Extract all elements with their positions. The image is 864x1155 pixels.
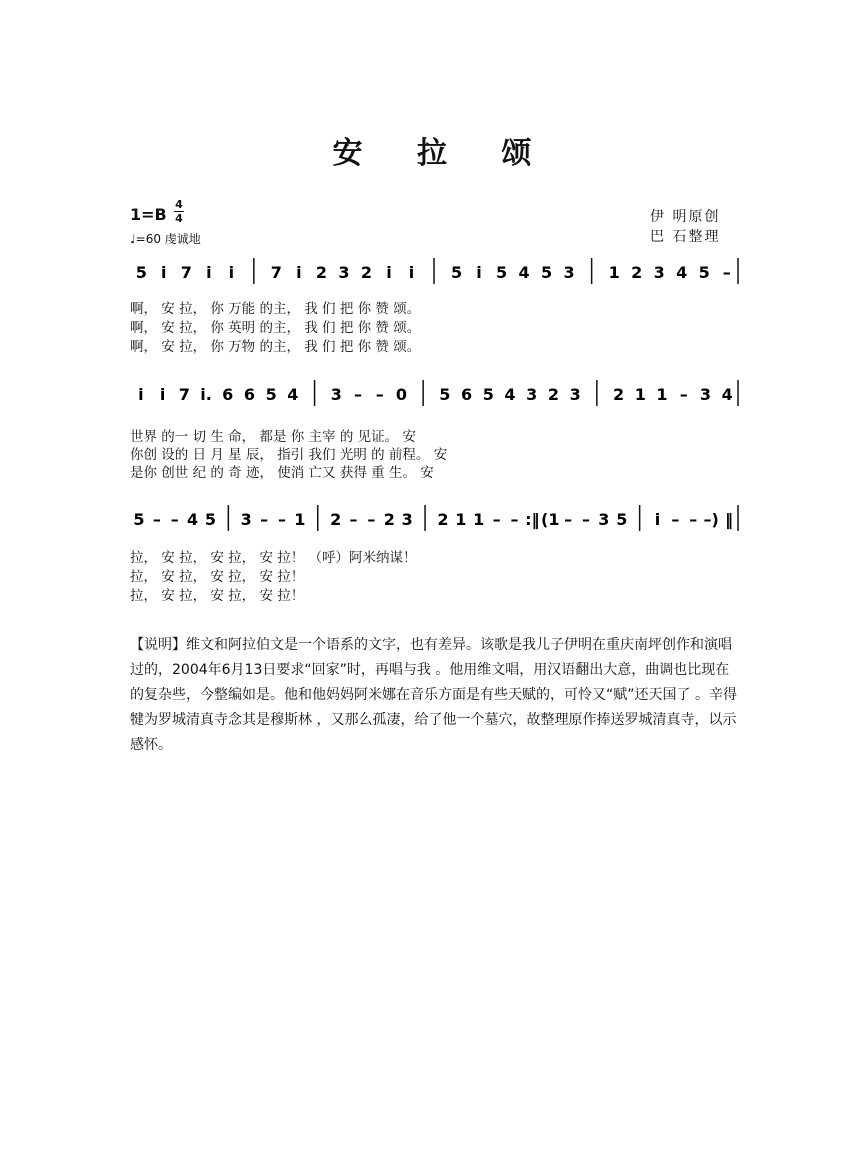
note: 5 xyxy=(439,385,451,404)
note: 3 xyxy=(699,385,711,404)
note: i xyxy=(228,263,235,282)
note: – xyxy=(375,385,384,404)
note: 7 xyxy=(180,263,192,282)
note: – xyxy=(582,510,590,529)
note: – xyxy=(564,510,573,529)
note: 5 xyxy=(495,263,508,282)
note: 3 xyxy=(653,263,665,282)
note: 1 xyxy=(455,510,467,529)
note: 3 xyxy=(240,510,252,529)
note: 5 xyxy=(265,385,277,404)
note: 5 xyxy=(698,263,710,282)
note: i. xyxy=(200,385,212,404)
note: 5 xyxy=(133,510,145,529)
time-sig-top: 4 xyxy=(175,198,183,211)
note: 5 xyxy=(541,263,553,282)
note: 2 xyxy=(631,263,643,282)
note: – xyxy=(367,510,376,529)
note: 6 xyxy=(222,385,234,404)
note: 3 xyxy=(563,263,575,282)
note: 5 xyxy=(450,263,463,282)
lyric-line: 啊， 安 拉， 你 万物 的主， 我 们 把 你 赞 颂。 xyxy=(130,339,421,355)
lyric-line: 啊， 安 拉， 你 万能 的主， 我 们 把 你 赞 颂。 xyxy=(130,301,421,317)
note: – xyxy=(492,510,501,529)
note: 5 xyxy=(482,385,494,404)
note: 2 xyxy=(315,263,327,282)
note: – xyxy=(354,385,362,404)
note: 3 xyxy=(330,385,342,404)
note: 2 xyxy=(547,385,559,404)
note: – xyxy=(671,510,680,529)
note: 3 xyxy=(569,385,581,404)
note: 2 xyxy=(613,385,625,404)
note: 2 xyxy=(360,263,373,282)
lyric-line: 你创 设的 日 月 星 辰， 指引 我们 光明 的 前程。 安 xyxy=(130,447,448,463)
note: 3 xyxy=(338,263,350,282)
title-char: 拉 xyxy=(417,136,447,171)
note: i xyxy=(138,385,144,404)
credit-arranger: 巴 石整理 xyxy=(650,229,721,245)
note: i xyxy=(296,263,302,282)
note: i xyxy=(408,263,415,282)
lyric-line: 拉， 安 拉， 安 拉， 安 拉！ xyxy=(130,569,305,585)
note: 3 xyxy=(598,510,610,529)
note: – xyxy=(679,385,688,404)
note: i xyxy=(206,263,212,282)
note: 1 xyxy=(656,385,668,404)
note: 4 xyxy=(721,385,733,404)
note: i xyxy=(654,510,661,529)
note: 2 xyxy=(437,510,449,529)
note: – xyxy=(689,510,698,529)
note: 4 xyxy=(518,263,530,282)
note: 5 xyxy=(616,510,628,529)
note: 7 xyxy=(178,385,190,404)
lyric-line: 拉， 安 拉， 安 拉， 安 拉！ （呼）阿米纳谋！ xyxy=(130,550,417,566)
note: – xyxy=(170,510,179,529)
note: i xyxy=(161,263,167,282)
note: ‖ xyxy=(725,510,734,529)
time-sig-bottom: 4 xyxy=(175,212,183,225)
lyric-line: 世界 的一 切 生 命， 都是 你 主宰 的 见证。 安 xyxy=(130,429,416,445)
note: – xyxy=(510,510,519,529)
note: i xyxy=(476,263,482,282)
note: 2 xyxy=(383,510,395,529)
note: 3 xyxy=(526,385,538,404)
note: :‖ xyxy=(525,510,540,529)
note: 3 xyxy=(401,510,413,529)
note: i xyxy=(159,385,166,404)
note: 0 xyxy=(395,385,407,404)
note: 4 xyxy=(504,385,516,404)
note: 4 xyxy=(287,385,299,404)
note: 1 xyxy=(608,263,620,282)
credit-composer: 伊 明原创 xyxy=(650,209,721,225)
note: 7 xyxy=(270,263,282,282)
lyric-line: 啊， 安 拉， 你 英明 的主， 我 们 把 你 赞 颂。 xyxy=(130,320,421,336)
explanation-paragraph: 【说明】维文和阿拉伯文是一个语系的文字，也有差异。该歌是我儿子伊明在重庆南坪创作和演唱过的，2004年6月13日要求“回家”时，再唱与我 。他用维文唱，用汉语翻出大意，曲调也比现在的复杂些，今整编如是。他和他妈妈阿米娜在音乐方面是有些天赋的，可怜又“赋”还天国了 。辛得犍为罗城清真寺念其是穆斯林 ，又那么孤凄，给了他一个墓穴，故整理原作捧送罗城清真寺，以示感怀。 xyxy=(130,637,737,753)
note: –) xyxy=(703,510,719,529)
tempo-marking: ♩=60 虔诚地 xyxy=(130,232,201,246)
note: 2 xyxy=(330,510,342,529)
note: 1 xyxy=(634,385,646,404)
note: 5 xyxy=(135,263,147,282)
note: 4 xyxy=(187,510,199,529)
title-char: 颂 xyxy=(501,136,532,171)
title-char: 安 xyxy=(332,136,363,171)
note: i xyxy=(386,263,392,282)
note: 1 xyxy=(294,510,306,529)
lyric-line: 拉， 安 拉， 安 拉， 安 拉！ xyxy=(130,588,305,604)
note: 5 xyxy=(204,510,217,529)
note: – xyxy=(349,510,358,529)
note: – xyxy=(722,263,731,282)
note: 6 xyxy=(243,385,255,404)
note: (1 xyxy=(541,510,560,529)
note: – xyxy=(260,510,269,529)
note: – xyxy=(278,510,286,529)
note: – xyxy=(152,510,161,529)
note: 1 xyxy=(473,510,485,529)
note: 6 xyxy=(461,385,473,404)
note: 4 xyxy=(676,263,688,282)
lyric-line: 是你 创世 纪 的 奇 迹， 使消 亡又 获得 重 生。 安 xyxy=(130,465,434,481)
key-signature: 1=B xyxy=(130,205,167,224)
